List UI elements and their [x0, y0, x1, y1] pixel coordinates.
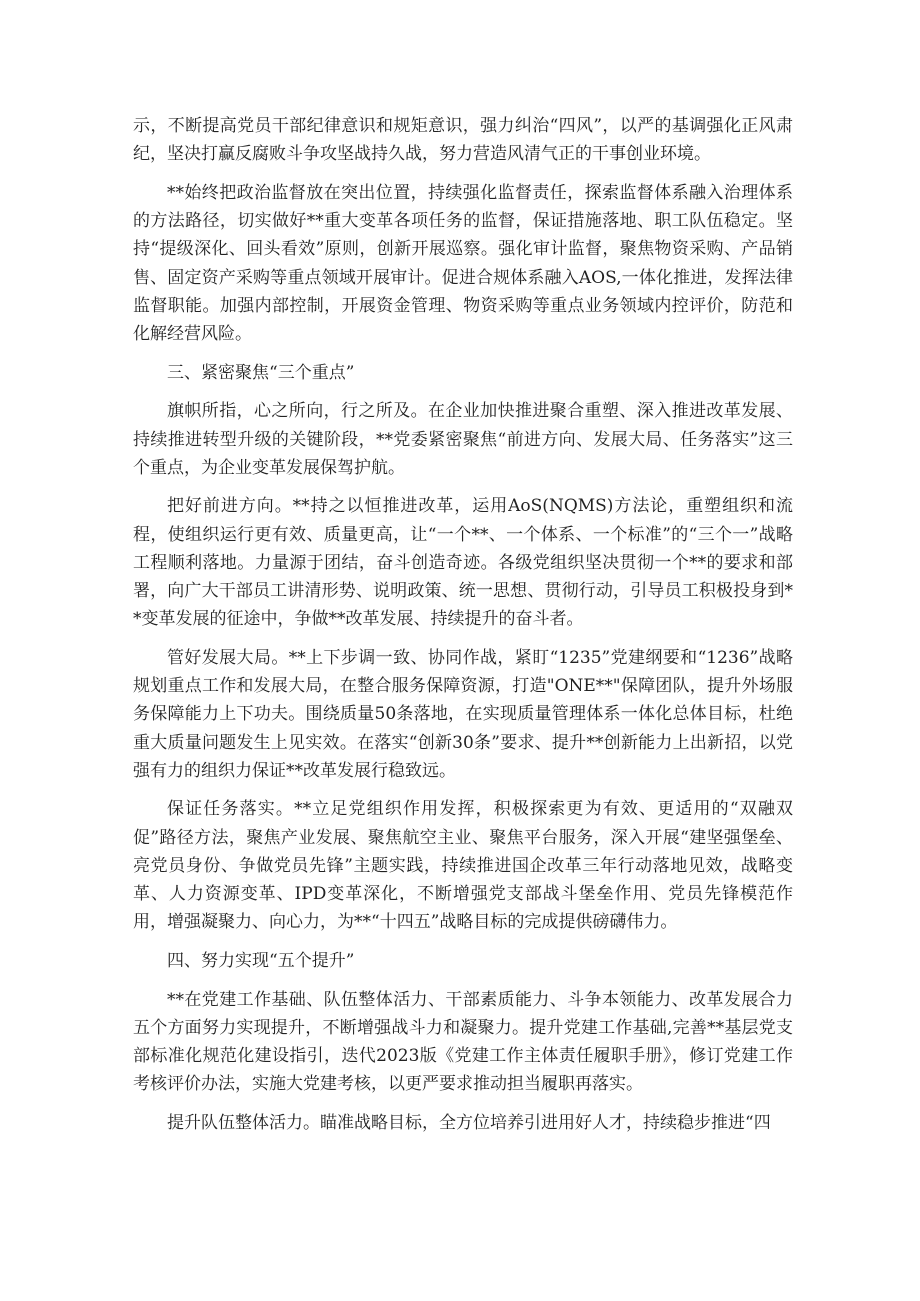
- paragraph-continuation: 示，不断提高党员干部纪律意识和规矩意识，强力纠治“四风”，以严的基调强化正风肃纪，坚决打赢反腐败斗争攻坚战持久战，努力营造风清气正的干事创业环境。: [133, 116, 793, 165]
- paragraph-overall-situation: 管好发展大局。**上下步调一致、协同作战，紧盯“1235”党建纲要和“1236”战略规划重点工作和发展大局，在整合服务保障资源，打造"ONE**"保障团队，提升外场服务保障能力上下功夫。围绕质量50条落地，在实现质量管理体系一体化总体目标，杜绝重大质量问题发生上见实效。在落实“创新30条”要求、提升**创新能力上出新招，以党强有力的组织力保证**改革发展行稳致远。: [133, 647, 793, 781]
- paragraph-five-improvements: **在党建工作基础、队伍整体活力、干部素质能力、斗争本领能力、改革发展合力五个方面努力实现提升，不断增强战斗力和凝聚力。提升党建工作基础,完善**基层党支部标准化规范化建设指引，迭代2023版《党建工作主体责任履职手册》，修订党建工作考核评价办法，实施大党建考核，以更严要求推动担当履职再落实。: [133, 989, 793, 1095]
- paragraph-direction: 把好前进方向。**持之以恒推进改革，运用AoS(NQMS)方法论，重塑组织和流程，使组织运行更有效、质量更高，让“一个**、一个体系、一个标准”的“三个一”战略工程顺利落地。力量源于团结，奋斗创造奇迹。各级党组织坚决贯彻一个**的要求和部署，向广大干部员工讲清形势、说明政策、统一思想、贯彻行动，引导员工积极投身到**变革发展的征途中，争做**改革发展、持续提升的奋斗者。: [133, 496, 793, 630]
- paragraph-three-focuses-intro: 旗帜所指，心之所向，行之所及。在企业加快推进聚合重塑、深入推进改革发展、持续推进转型升级的关键阶段，**党委紧密聚焦“前进方向、发展大局、任务落实”这三个重点，为企业变革发展保驾护航。: [133, 401, 793, 478]
- document-page: [133, 112, 793, 1148]
- section-heading-four: 四、努力实现“五个提升”: [167, 950, 355, 971]
- section-heading-three: 三、紧密聚焦“三个重点”: [167, 362, 355, 383]
- paragraph-team-vitality: 提升队伍整体活力。瞄准战略目标，全方位培养引进用好人才，持续稳步推进“四: [167, 1113, 771, 1133]
- paragraph-task-implementation: 保证任务落实。**立足党组织作用发挥，积极探索更为有效、更适用的“双融双促”路径方法，聚焦产业发展、聚焦航空主业、聚焦平台服务，深入开展“建坚强堡垒、亮党员身份、争做党员先锋”主题实践，持续推进国企改革三年行动落地见效，战略变革、人力资源变革、IPD变革深化，不断增强党支部战斗堡垒作用、党员先锋模范作用，增强凝聚力、向心力，为**“十四五”战略目标的完成提供磅礴伟力。: [133, 799, 793, 933]
- paragraph-political-supervision: **始终把政治监督放在突出位置，持续强化监督责任，探索监督体系融入治理体系的方法路径，切实做好**重大变革各项任务的监督，保证措施落地、职工队伍稳定。坚持“提级深化、回头看效”原则，创新开展巡察。强化审计监督，聚焦物资采购、产品销售、固定资产采购等重点领域开展审计。促进合规体系融入AOS,一体化推进，发挥法律监督职能。加强内部控制，开展资金管理、物资采购等重点业务领域内控评价，防范和化解经营风险。: [133, 182, 793, 344]
